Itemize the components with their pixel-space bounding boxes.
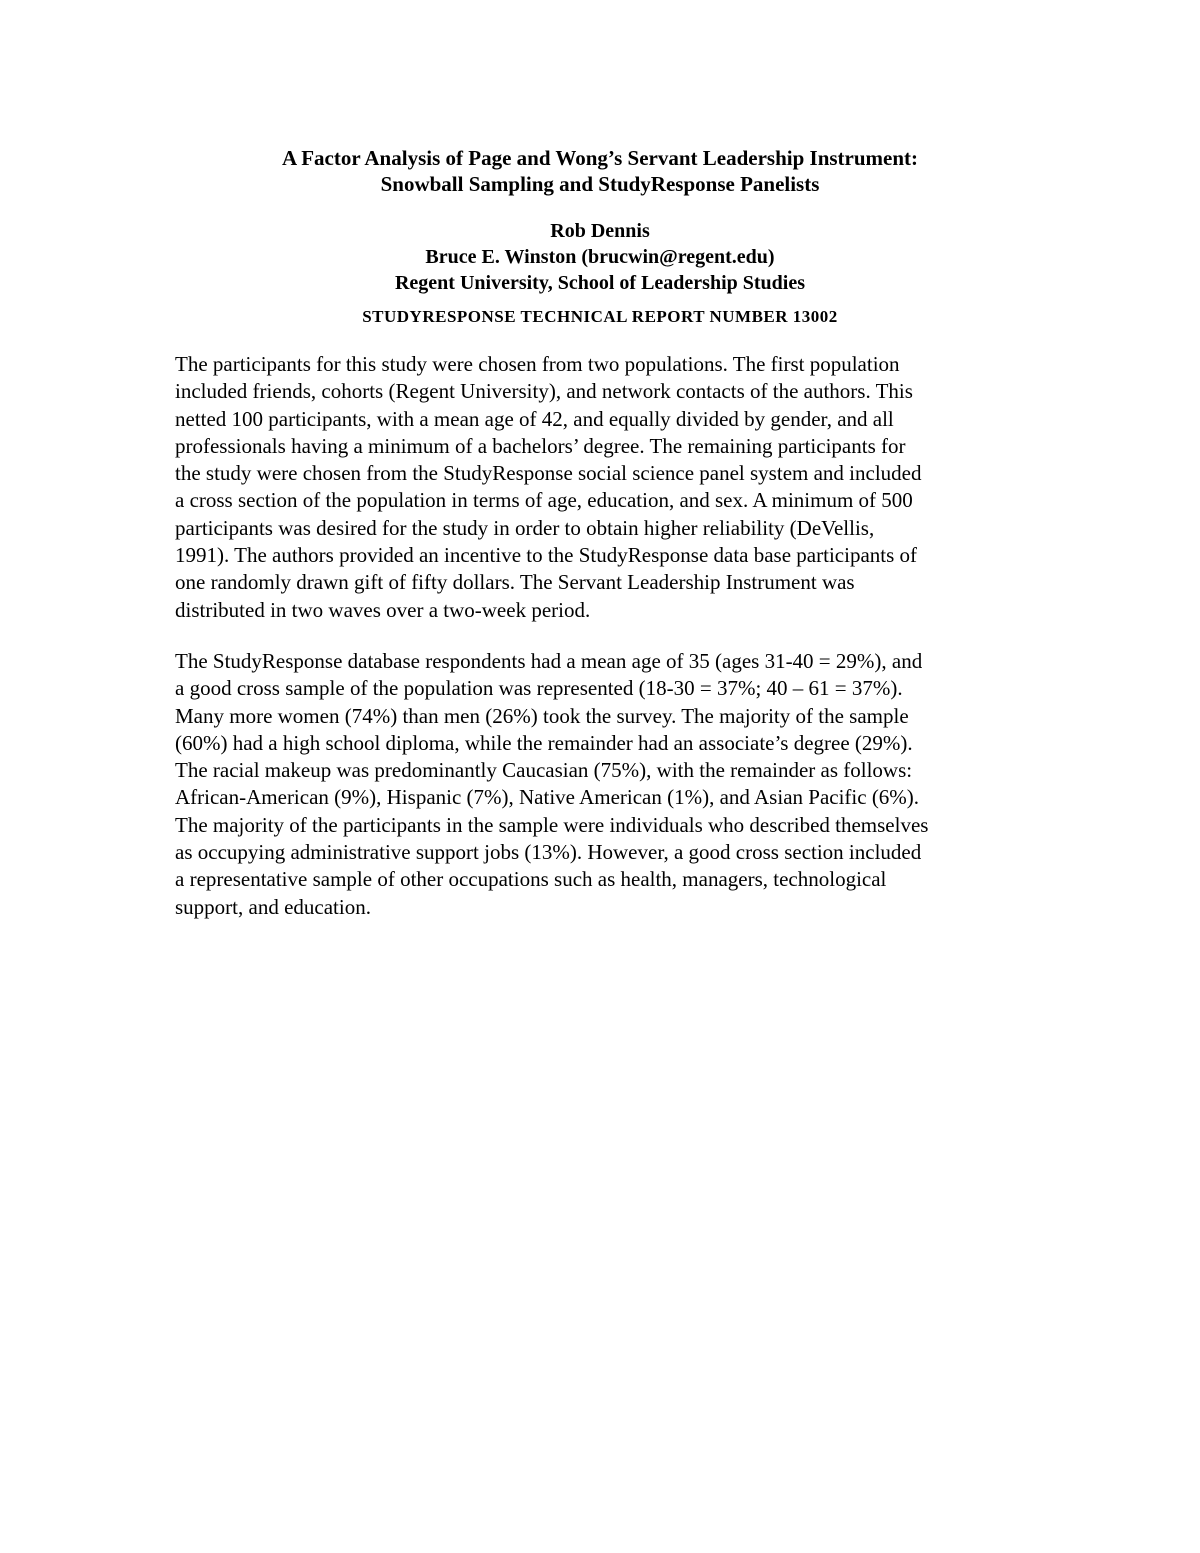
text-line: Many more women (74%) than men (26%) took the survey. The majority of the sample [175,703,909,728]
paragraph-participants [175,351,1035,624]
text-line: African-American (9%), Hispanic (7%), Native American (1%), and Asian Pacific (6%). [175,785,920,810]
paragraph-demographics [175,648,1035,921]
author-name-1: Rob Dennis [550,220,650,242]
text-line: support, and education. [175,894,371,919]
text-line: the study were chosen from the StudyResponse social science panel system and included [175,461,922,486]
text-line: a good cross sample of the population was represented (18-30 = 37%; 40 – 61 = 37%). [175,676,903,701]
text-line: included friends, cohorts (Regent University), and network contacts of the authors. This [175,379,913,404]
title-line-1: A Factor Analysis of Page and Wong’s Servant Leadership Instrument: [281,146,919,170]
text-line: The majority of the participants in the sample were individuals who described themselves [175,812,929,837]
text-line: professionals having a minimum of a bachelors’ degree. The remaining participants for [175,433,906,458]
paper-title [0,145,1200,197]
text-line: participants was desired for the study in order to obtain higher reliability (DeVellis, [175,515,875,540]
text-line: one randomly drawn gift of fifty dollars. The Servant Leadership Instrument was [175,570,855,595]
text-line: distributed in two waves over a two-week period. [175,597,591,622]
text-line: a representative sample of other occupations such as health, managers, technological [175,867,887,892]
text-line: 1991). The authors provided an incentive to the StudyResponse data base participants of [175,543,918,568]
text-line: netted 100 participants, with a mean age of 42, and equally divided by gender, and all [175,406,894,431]
text-line: The StudyResponse database respondents had a mean age of 35 (ages 31-40 = 29%), and [175,649,923,673]
title-line-2: Snowball Sampling and StudyResponse Panelists [380,172,820,196]
author-block [0,218,1200,296]
text-line: as occupying administrative support jobs (13%). However, a good cross section included [175,840,922,865]
text-line: The participants for this study were chosen from two populations. The first population [175,352,900,376]
text-line: a cross section of the population in terms of age, education, and sex. A minimum of 500 [175,488,913,513]
text-line: (60%) had a high school diploma, while the remainder had an associate’s degree (29%). [175,730,913,755]
author-name-2: Bruce E. Winston (brucwin@regent.edu) [425,246,775,268]
report-number: STUDYRESPONSE TECHNICAL REPORT NUMBER 13002 [362,307,838,326]
author-affiliation: Regent University, School of Leadership Studies [394,272,806,294]
text-line: The racial makeup was predominantly Caucasian (75%), with the remainder as follows: [175,758,913,783]
